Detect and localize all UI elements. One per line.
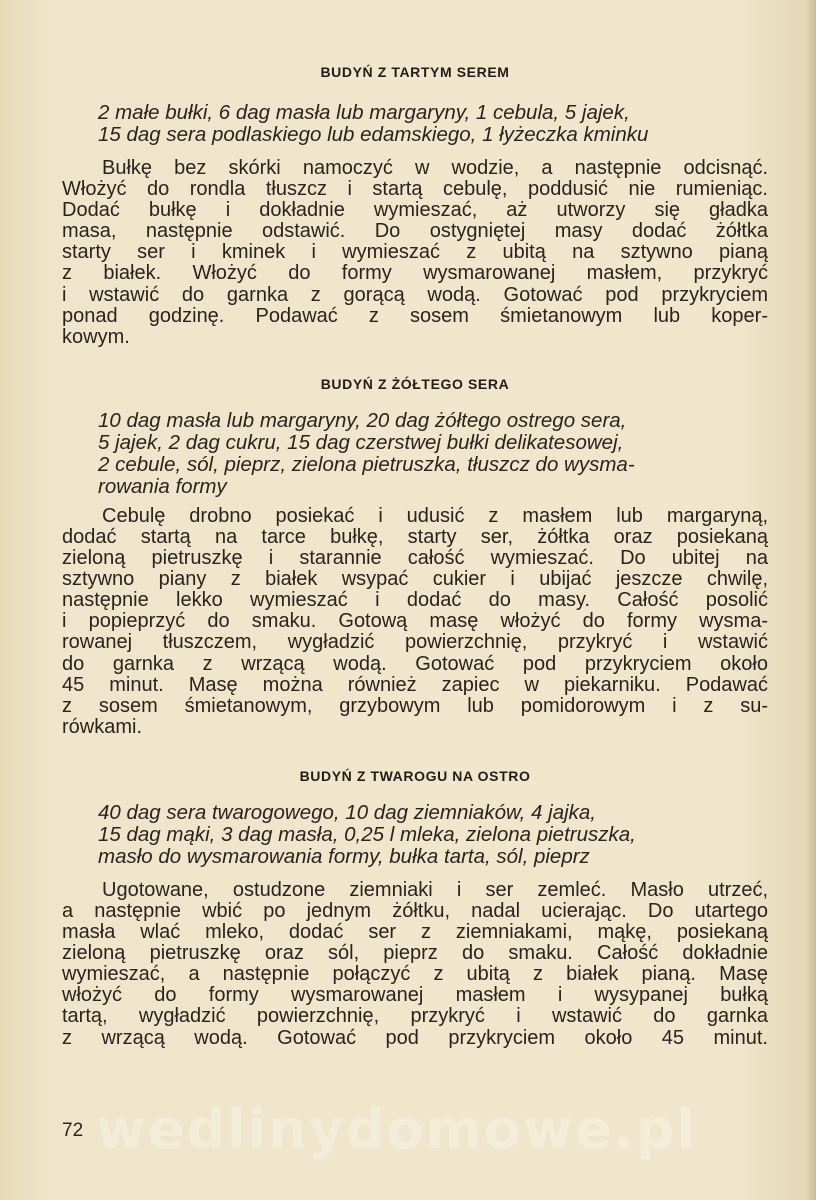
instruction-line: sztywno piany z białek wsypać cukier i ubijać jeszcze chwilę,: [62, 568, 768, 591]
ingredients-line: 5 jajek, 2 dag cukru, 15 dag czerstwej bułki delikatesowej,: [98, 430, 624, 454]
instruction-line: wymieszać, a następnie połączyć z ubitą z białek pianą. Masę: [62, 963, 768, 986]
ingredients-line: 15 dag sera podlaskiego lub edamskiego, 1 łyżeczka kminku: [98, 123, 649, 146]
recipe-title: BUDYŃ Z TARTYM SEREM: [320, 64, 510, 80]
instruction-line: i wstawić do garnka z gorącą wodą. Gotować pod przykryciem: [62, 283, 768, 306]
page-number: 72: [62, 1120, 84, 1141]
instruction-line: ponad godzinę. Podawać z sosem śmietanowym lub koper-: [62, 304, 768, 327]
instruction-line: Ugotowane, ostudzone ziemniaki i ser zemleć. Masło utrzeć,: [102, 878, 768, 901]
instruction-line: z białek. Włożyć do formy wysmarowanej masłem, przykryć: [62, 262, 768, 285]
ingredients-list: [62, 802, 768, 868]
instruction-line: 45 minut. Masę można również zapiec w piekarniku. Podawać: [62, 673, 768, 696]
ingredients-line: 15 dag mąki, 3 dag masła, 0,25 l mleka, zielona pietruszka,: [98, 822, 636, 846]
instruction-line: z wrzącą wodą. Gotować pod przykryciem około 45 minut.: [62, 1026, 768, 1049]
instruction-line: zieloną pietruszkę i starannie całość wymieszać. Do ubitej na: [62, 547, 768, 570]
instruction-line: Włożyć do rondla tłuszcz i startą cebulę, poddusić nie rumieniąc.: [62, 178, 768, 201]
page-content: [62, 58, 768, 1049]
instruction-line: włożyć do formy wysmarowanej masłem i wysypanej bułką: [62, 984, 768, 1007]
recipe-budyn-z-tartym-serem: [62, 64, 768, 348]
instruction-line: tartą, wygładzić powierzchnię, przykryć i wstawić do garnka: [62, 1005, 768, 1028]
instruction-line: starty ser i kminek i wymieszać z ubitą na sztywno pianą: [62, 241, 768, 264]
ingredients-list: [62, 102, 768, 146]
instruction-line: zieloną pietruszkę oraz sól, pieprz do smaku. Całość dokładnie: [62, 942, 768, 965]
instruction-line: masa, następnie odstawić. Do ostygniętej masy dodać żółtka: [62, 220, 768, 243]
ingredients-line: rowania formy: [98, 474, 227, 498]
instruction-line: i popieprzyć do smaku. Gotową masę włożyć do formy wysma-: [62, 610, 768, 633]
instruction-line: rówkami.: [62, 715, 143, 738]
instruction-line: dodać startą na tarce bułkę, starty ser, żółtka oraz posiekaną: [62, 525, 768, 548]
instruction-line: Bułkę bez skórki namoczyć w wodzie, a następnie odcisnąć.: [102, 157, 768, 179]
instruction-line: rowanej tłuszczem, wygładzić powierzchnię, przykryć i wstawić: [62, 631, 768, 654]
ingredients-line: 2 cebule, sól, pieprz, zielona pietruszka, tłuszcz do wysma-: [98, 452, 635, 476]
recipe-title: BUDYŃ Z TWAROGU NA OSTRO: [299, 767, 531, 784]
ingredients-list: [62, 410, 768, 498]
page-edge-shadow: [806, 0, 816, 1200]
instructions-text: [62, 506, 768, 738]
recipe-budyn-z-twarogu-na-ostro: [62, 768, 768, 1049]
instruction-line: kowym.: [62, 325, 130, 348]
instruction-line: Cebulę drobno posiekać i udusić z masłem lub margaryną,: [102, 504, 768, 527]
instruction-line: z sosem śmietanowym, grzybowym lub pomidorowym i z su-: [62, 694, 768, 717]
watermark: wedlinydomowe.pl: [96, 1098, 698, 1161]
ingredients-line: 40 dag sera twarogowego, 10 dag ziemniaków, 4 jajka,: [98, 800, 597, 824]
instruction-line: a następnie wbić po jednym żółtku, nadal ucierając. Do utartego: [62, 899, 768, 922]
instruction-line: Dodać bułkę i dokładnie wymieszać, aż utworzy się gładka: [62, 199, 768, 222]
ingredients-line: 2 małe bułki, 6 dag masła lub margaryny, 1 cebula, 5 jajek,: [98, 101, 630, 124]
instructions-text: [62, 880, 768, 1049]
recipe-budyn-z-zoltego-sera: [62, 376, 768, 738]
recipe-title: BUDYŃ Z ŻÓŁTEGO SERA: [320, 375, 510, 392]
instruction-line: masła wlać mleko, dodać ser z ziemniakami, mąkę, posiekaną: [62, 921, 768, 944]
instruction-line: następnie lekko wymieszać i dodać do masy. Całość posolić: [62, 589, 768, 612]
instructions-text: [62, 158, 768, 348]
ingredients-line: masło do wysmarowania formy, bułka tarta, sól, pieprz: [98, 844, 590, 868]
ingredients-line: 10 dag masła lub margaryny, 20 dag żółtego ostrego sera,: [98, 408, 627, 432]
instruction-line: do garnka z wrzącą wodą. Gotować pod przykryciem około: [62, 652, 768, 675]
